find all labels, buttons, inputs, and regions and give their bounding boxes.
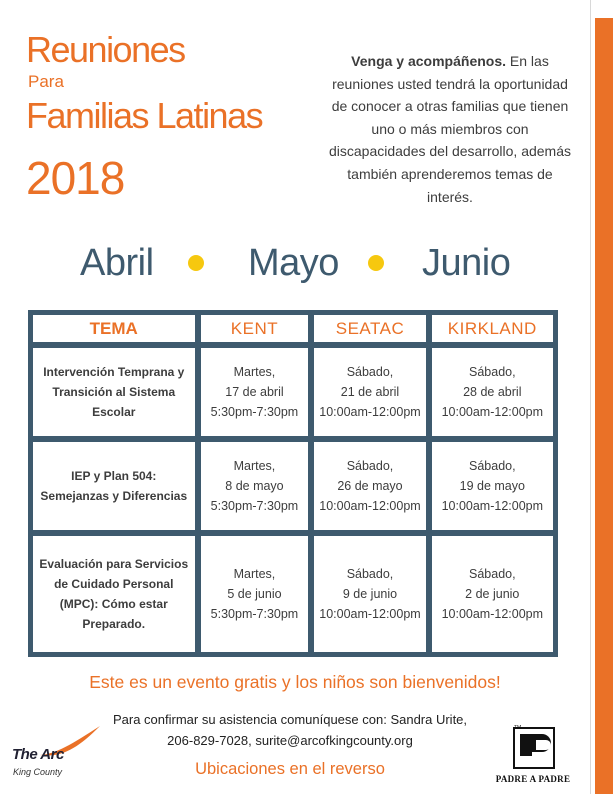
title-familias-latinas: Familias Latinas [26, 95, 263, 136]
session-cell: Sábado, 21 de abril 10:00am-12:00pm [311, 345, 428, 439]
topic-cell: IEP y Plan 504: Semejanzas y Diferencias [30, 439, 198, 533]
rsvp-line1: Para confirmar su asistencia comuníquese con: Sandra Urite, [112, 712, 468, 727]
intro-text: En las reuniones usted tendrá la oportunidad de conocer a otras familias que tienen uno o más miembros con discapacidades del desarrollo, además también aprenderemos temas de interés. [328, 53, 572, 205]
session-cell: Sábado, 9 de junio 10:00am-12:00pm [311, 533, 428, 655]
month-abril: Abril [80, 242, 154, 284]
topic-cell: Intervención Temprana y Transición al Sistema Escolar [30, 345, 198, 439]
rsvp-line2: 206-829-7028, surite@arcofkingcounty.org [167, 733, 413, 748]
bullet-dot [368, 255, 384, 271]
padre-a-padre-name: PADRE A PADRE [495, 774, 571, 784]
title-year: 2018 [26, 152, 125, 204]
session-cell: Sábado, 28 de abril 10:00am-12:00pm [429, 345, 556, 439]
schedule-table [28, 310, 558, 657]
session-cell: Sábado, 2 de junio 10:00am-12:00pm [429, 533, 556, 655]
the-arc-logo [10, 722, 110, 786]
arc-subtitle: King County [13, 767, 63, 777]
padre-a-padre-emblem-icon [490, 722, 576, 772]
padre-a-padre-logo [490, 722, 576, 786]
title-para: Para [28, 72, 64, 91]
table-row [30, 533, 556, 655]
months-row [0, 240, 590, 290]
bullet-dot [188, 255, 204, 271]
topic-cell: Evaluación para Servicios de Cuidado Personal (MPC): Cómo estar Preparado. [30, 533, 198, 655]
session-cell: Sábado, 26 de mayo 10:00am-12:00pm [311, 439, 428, 533]
table-row [30, 345, 556, 439]
header-tema: TEMA [30, 312, 198, 345]
table-row [30, 439, 556, 533]
session-cell: Martes, 5 de junio 5:30pm-7:30pm [198, 533, 312, 655]
session-cell: Sábado, 19 de mayo 10:00am-12:00pm [429, 439, 556, 533]
intro-bold: Venga y acompáñenos. [351, 53, 507, 69]
title-reuniones: Reuniones [26, 29, 185, 70]
title-block [26, 30, 262, 204]
month-mayo: Mayo [248, 242, 339, 284]
orange-side-bar [595, 18, 613, 794]
header-kirkland: KIRKLAND [429, 312, 556, 345]
header-seatac: SEATAC [311, 312, 428, 345]
month-junio: Junio [422, 242, 511, 284]
rsvp-contact [90, 709, 490, 751]
header-kent: KENT [198, 312, 312, 345]
intro-paragraph [326, 50, 574, 208]
session-cell: Martes, 17 de abril 5:30pm-7:30pm [198, 345, 312, 439]
trademark-mark: TM [514, 725, 522, 731]
session-cell: Martes, 8 de mayo 5:30pm-7:30pm [198, 439, 312, 533]
free-event-notice: Este es un evento gratis y los niños son bienvenidos! [89, 672, 501, 692]
right-divider [590, 0, 591, 794]
arc-name: The Arc [12, 746, 64, 763]
locations-reverse-note: Ubicaciones en el reverso [195, 760, 385, 778]
